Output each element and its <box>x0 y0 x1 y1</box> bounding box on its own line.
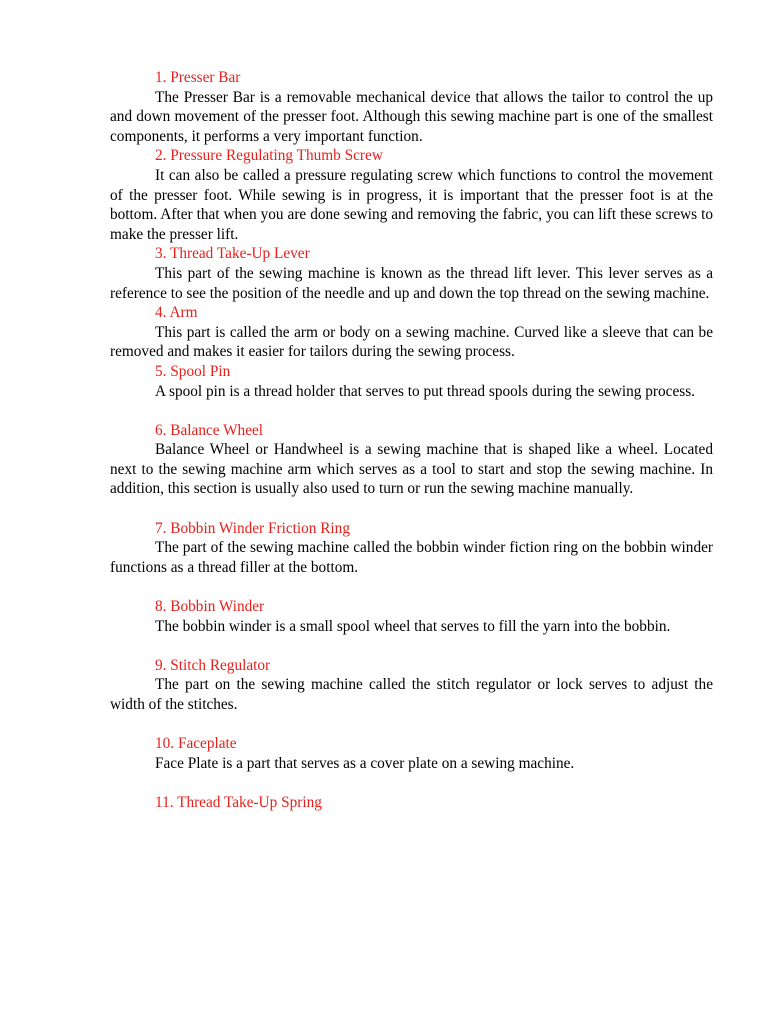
section-heading: 2. Pressure Regulating Thumb Screw <box>155 147 383 165</box>
section-heading: 9. Stitch Regulator <box>155 656 271 674</box>
section-body: The part of the sewing machine called the bobbin winder fiction ring on the bobbin winder functions as a thread filler at the bottom. <box>110 539 713 576</box>
section-heading: 4. Arm <box>155 304 198 322</box>
section-bobbin-winder <box>110 597 713 636</box>
section-heading: 7. Bobbin Winder Friction Ring <box>155 519 350 537</box>
section-heading: 11. Thread Take-Up Spring <box>155 793 322 811</box>
section-faceplate <box>110 734 713 773</box>
section-body: The bobbin winder is a small spool wheel that serves to fill the yarn into the bobbin. <box>155 617 671 635</box>
section-spool-pin <box>110 362 713 401</box>
document-page <box>110 68 713 813</box>
section-body: This part is called the arm or body on a sewing machine. Curved like a sleeve that can be removed and makes it easier for tailors during the sewing process. <box>110 323 713 361</box>
section-heading: 1. Presser Bar <box>155 69 241 86</box>
section-heading: 5. Spool Pin <box>155 362 231 380</box>
section-pressure-regulating-thumb-screw <box>110 146 713 244</box>
section-body: The part on the sewing machine called the stitch regulator or lock serves to adjust the width of the stitches. <box>110 676 713 713</box>
section-body: A spool pin is a thread holder that serves to put thread spools during the sewing process. <box>155 382 695 400</box>
section-body: It can also be called a pressure regulating screw which functions to control the movement of the presser foot. While sewing is in progress, it is important that the presser foot is at the bottom. After that when you are done sewing and removing the fabric, you can lift these screws to make the presser lift. <box>110 166 713 243</box>
section-heading: 8. Bobbin Winder <box>155 598 265 616</box>
section-thread-take-up-lever <box>110 244 713 303</box>
section-heading: 10. Faceplate <box>155 735 237 753</box>
section-heading: 3. Thread Take-Up Lever <box>155 245 310 263</box>
section-balance-wheel <box>110 421 713 499</box>
section-heading: 6. Balance Wheel <box>155 421 264 439</box>
section-body: Balance Wheel or Handwheel is a sewing machine that is shaped like a wheel. Located next to the sewing machine arm which serves as a tool to start and stop the sewing machine. In addition, this section is usually also used to turn or run the sewing machine manually. <box>110 441 713 498</box>
section-presser-bar <box>110 68 713 146</box>
section-stitch-regulator <box>110 656 713 715</box>
section-bobbin-winder-friction-ring <box>110 519 713 578</box>
section-thread-take-up-spring <box>110 793 713 813</box>
section-body: Face Plate is a part that serves as a cover plate on a sewing machine. <box>155 754 575 772</box>
section-arm <box>110 303 713 362</box>
section-body: The Presser Bar is a removable mechanical device that allows the tailor to control the up and down movement of the presser foot. Although this sewing machine part is one of the smallest components, it performs a very important function. <box>110 88 713 145</box>
section-body: This part of the sewing machine is known as the thread lift lever. This lever serves as a reference to see the position of the needle and up and down the top thread on the sewing machine. <box>110 264 713 302</box>
